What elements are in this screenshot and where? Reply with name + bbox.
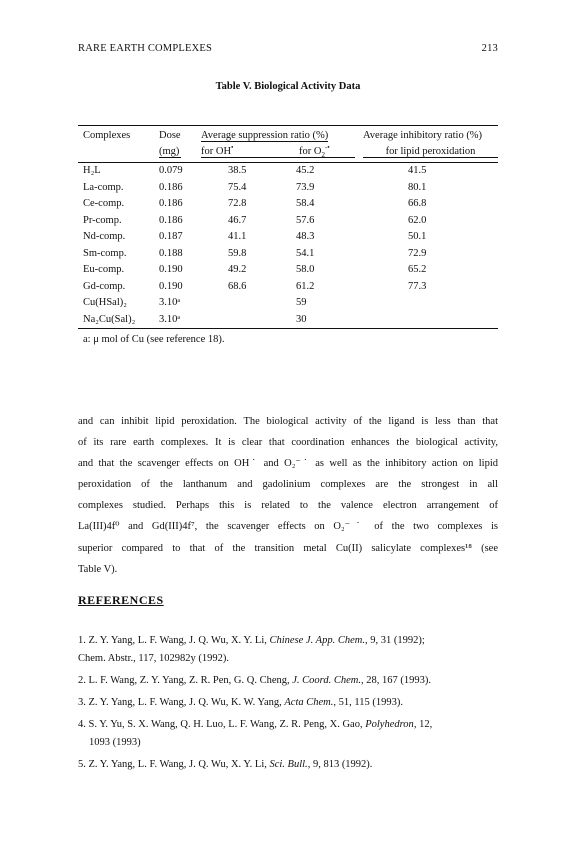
reference-journal: Polyhedron	[365, 719, 414, 730]
body-line: of its rare earth complexes. It is clear that coordination enhances the biological activity,	[78, 437, 498, 449]
table-cell-lipid: 77.3	[408, 280, 427, 292]
header-complexes: Complexes	[83, 130, 131, 141]
table-cell-dose: 0.186	[159, 214, 183, 226]
table-cell-lipid: 50.1	[408, 231, 427, 242]
table-row	[78, 163, 498, 180]
table-cell-lipid: 62.0	[408, 214, 427, 226]
body-line: complexes studied. Perhaps this is related to the valence electron arrangement of	[78, 500, 498, 512]
table-cell-complex: Sm-comp.	[83, 247, 127, 259]
running-title: RARE EARTH COMPLEXES	[78, 43, 213, 54]
table-row	[78, 262, 498, 279]
body-line: and can inhibit lipid peroxidation. The biological activity of the ligand is less than that	[78, 416, 498, 427]
table-cell-oh: 46.7	[228, 214, 247, 226]
table-row	[78, 229, 498, 246]
reference-details: , 28, 167 (1993).	[361, 675, 431, 686]
table-row	[78, 180, 498, 197]
table-cell-o2: 58.4	[296, 198, 315, 209]
header-o2: for $O_2^{-•}$	[299, 143, 330, 160]
reference-authors: 4. S. Y. Yu, S. X. Wang, Q. H. Luo, L. F. Wang, Z. R. Peng, X. Gao,	[78, 719, 363, 730]
table-body	[78, 163, 498, 328]
table-cell-lipid: 65.2	[408, 264, 427, 275]
table-cell-oh: 41.1	[228, 231, 247, 242]
table-row	[78, 213, 498, 230]
body-line: and that the scavenger effects on OH˙ and O₂⁻˙ as well as the inhibitory action on lipid	[78, 458, 498, 470]
table-cell-oh: 49.2	[228, 264, 247, 275]
table-row	[78, 295, 498, 312]
table-cell-lipid: 72.9	[408, 247, 427, 259]
table-cell-dose: 3.10ᵃ	[159, 313, 181, 325]
table-cell-dose: 3.10ᵃ	[159, 297, 181, 308]
table-cell-oh: 75.4	[228, 181, 247, 193]
reference-item	[78, 716, 508, 752]
reference-journal: Sci. Bull.	[269, 759, 308, 770]
body-line: peroxidation of the lanthanum and gadolinium complexes are the strongest in all	[78, 479, 498, 491]
header-inhibitory: Average inhibitory ratio (%)	[363, 130, 483, 141]
header-inhibitory-sub: for lipid peroxidation	[363, 146, 498, 158]
table-cell-o2: 73.9	[296, 181, 315, 193]
references-heading: REFERENCES	[78, 593, 164, 607]
table-cell-dose: 0.190	[159, 280, 183, 292]
table-cell-dose: 0.188	[159, 247, 183, 259]
header-dose-unit: (mg)	[159, 146, 180, 157]
table-cell-complex: Cu(HSal)₂	[83, 297, 127, 308]
reference-details: 1093 (1993)	[89, 737, 141, 748]
reference-item	[78, 672, 508, 690]
table-cell-o2: 58.0	[296, 264, 315, 275]
reference-details: , 9, 813 (1992).	[307, 759, 373, 770]
reference-journal: J. Coord. Chem.	[292, 675, 361, 686]
table-cell-dose: 0.190	[159, 264, 183, 275]
reference-authors: 3. Z. Y. Yang, L. F. Wang, J. Q. Wu, K. W. Yang,	[78, 697, 282, 708]
header-oh-label: for OH	[201, 146, 232, 157]
body-line: La(III)4f⁰ and Gd(III)4f⁷, the scavenger effects on O₂⁻˙ of the two complexes is	[78, 521, 498, 533]
table-cell-lipid: 41.5	[408, 165, 427, 176]
table-cell-dose: 0.186	[159, 198, 183, 209]
reference-details: Chem. Abstr., 117, 102982y (1992).	[78, 653, 229, 664]
running-header	[78, 43, 498, 59]
table-cell-oh: 59.8	[228, 247, 247, 259]
header-dose: Dose	[159, 130, 181, 141]
reference-item	[78, 694, 508, 712]
header-o2-label: for O	[299, 146, 322, 157]
reference-item	[78, 632, 508, 668]
table-cell-o2: 59	[296, 297, 307, 308]
body-line: Table V).	[78, 563, 118, 575]
table-cell-complex: Pr-comp.	[83, 214, 122, 226]
table-cell-complex: Nd-comp.	[83, 231, 126, 242]
body-line: superior compared to that of the transition metal Cu(II) salicylate complexes¹⁸ (see	[78, 542, 498, 554]
table-cell-o2: 30	[296, 313, 307, 325]
table-row	[78, 312, 498, 329]
table-cell-oh: 72.8	[228, 198, 247, 209]
references-list	[78, 632, 508, 778]
table-cell-dose: 0.187	[159, 231, 183, 242]
table-cell-complex: Ce-comp.	[83, 198, 125, 209]
biological-activity-table	[78, 125, 498, 345]
table-cell-o2: 57.6	[296, 214, 315, 226]
reference-details: , 12,	[413, 719, 433, 730]
table-row	[78, 279, 498, 296]
table-cell-dose: 0.186	[159, 181, 183, 193]
table-footnote: a: μ mol of Cu (see reference 18).	[83, 334, 225, 345]
table-cell-complex: Eu-comp.	[83, 264, 125, 275]
table-cell-lipid: 66.8	[408, 198, 427, 209]
table-cell-complex: La-comp.	[83, 181, 124, 193]
header-suppression: Average suppression ratio (%)	[201, 130, 329, 141]
reference-journal: Chinese J. App. Chem.	[269, 635, 365, 646]
reference-authors: 2. L. F. Wang, Z. Y. Yang, Z. R. Pen, G. Q. Cheng,	[78, 675, 290, 686]
table-cell-oh: 38.5	[228, 165, 247, 176]
table-cell-o2: 45.2	[296, 165, 315, 176]
table-cell-o2: 61.2	[296, 280, 315, 292]
table-row	[78, 246, 498, 263]
table-cell-lipid: 80.1	[408, 181, 427, 193]
table-row	[78, 196, 498, 213]
header-suppression-sub	[201, 143, 355, 160]
table-caption: Table V. Biological Activity Data	[215, 81, 361, 92]
table-cell-dose: 0.079	[159, 165, 183, 176]
table-cell-o2: 48.3	[296, 231, 315, 242]
table-cell-complex: Na₂Cu(Sal)₂	[83, 313, 136, 325]
table-header	[78, 126, 498, 162]
header-oh: for OH•	[201, 143, 234, 157]
reference-details: , 51, 115 (1993).	[333, 697, 403, 708]
reference-authors: 1. Z. Y. Yang, L. F. Wang, J. Q. Wu, X. Y. Li,	[78, 635, 267, 646]
reference-journal: Acta Chem.	[284, 697, 334, 708]
reference-details: , 9, 31 (1992);	[364, 635, 425, 646]
table-cell-o2: 54.1	[296, 247, 315, 259]
table-cell-oh: 68.6	[228, 280, 247, 292]
body-paragraph	[78, 411, 498, 580]
reference-item	[78, 756, 508, 774]
table-cell-complex: Gd-comp.	[83, 280, 126, 292]
page-number: 213	[481, 43, 498, 54]
table-cell-complex: H₂L	[83, 165, 101, 176]
reference-authors: 5. Z. Y. Yang, L. F. Wang, J. Q. Wu, X. Y. Li,	[78, 759, 267, 770]
